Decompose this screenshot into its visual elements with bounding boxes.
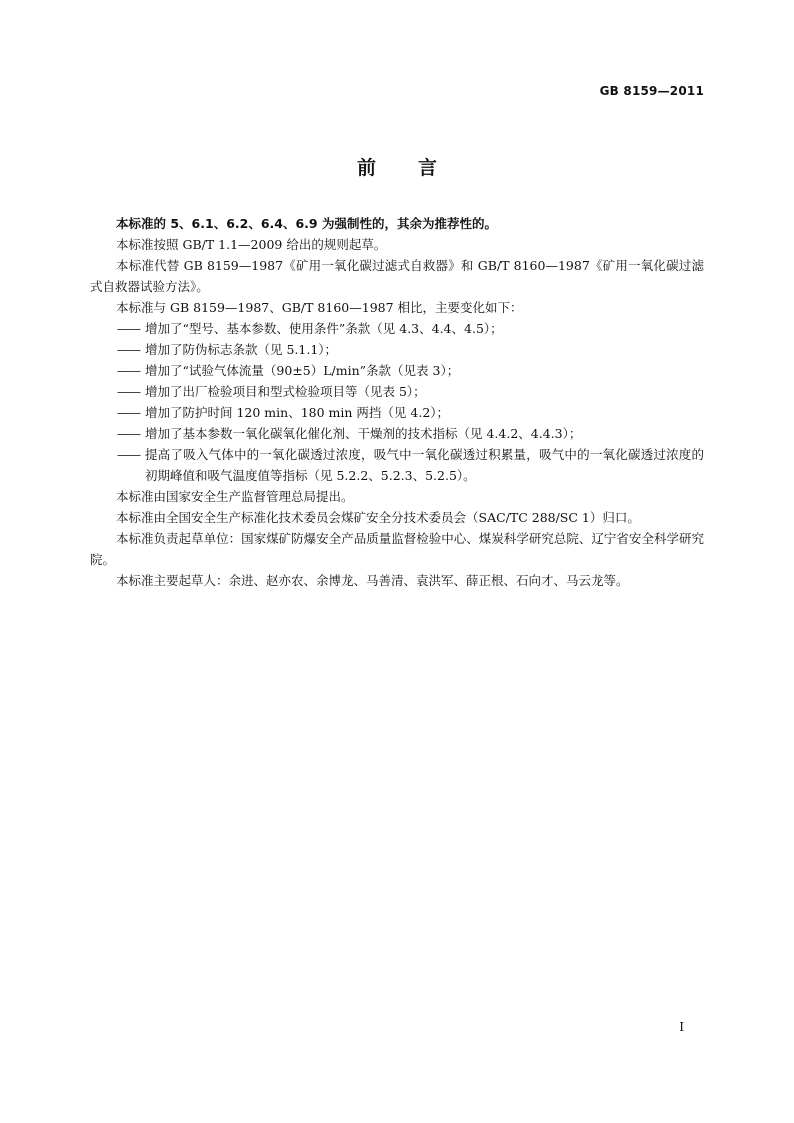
paragraph-drafters: 本标准主要起草人：余进、赵亦农、余博龙、马善清、袁洪军、薛正根、石向才、马云龙等。 bbox=[116, 573, 629, 588]
paragraph-changes-intro: 本标准与 GB 8159—1987、GB/T 8160—1987 相比，主要变化如下： bbox=[116, 300, 523, 315]
change-item-text: 提高了吸入气体中的一氧化碳透过浓度，吸气中一氧化碳透过积累量，吸气中的一氧化碳透过浓度的初期峰值和吸气温度值等指标（见 5.2.2、5.2.3、5.2.5）。 bbox=[145, 447, 704, 483]
dash-marker: —— bbox=[117, 405, 140, 420]
dash-marker: —— bbox=[117, 426, 140, 441]
paragraph-centralized-by: 本标准由全国安全生产标准化技术委员会煤矿安全分技术委员会（SAC/TC 288/SC 1）归口。 bbox=[116, 510, 640, 525]
dash-marker: —— bbox=[117, 321, 140, 336]
paragraph-replaces: 本标准代替 GB 8159—1987《矿用一氧化碳过滤式自救器》和 GB/T 8160—1987《矿用一氧化碳过滤式自救器试验方法》。 bbox=[90, 258, 704, 294]
change-item-text: 增加了防护时间 120 min、180 min 两挡（见 4.2）； bbox=[145, 405, 450, 420]
change-item bbox=[90, 423, 704, 444]
change-item bbox=[90, 318, 704, 339]
change-item bbox=[90, 339, 704, 360]
paragraph-proposed-by: 本标准由国家安全生产监督管理总局提出。 bbox=[116, 489, 354, 504]
dash-marker: —— bbox=[117, 363, 140, 378]
change-item bbox=[90, 381, 704, 402]
paragraph-drafting-units: 本标准负责起草单位：国家煤矿防爆安全产品质量监督检验中心、煤炭科学研究总院、辽宁省安全科学研究院。 bbox=[90, 531, 704, 567]
paragraph-mandatory-clauses: 本标准的 5、6.1、6.2、6.4、6.9 为强制性的，其余为推荐性的。 bbox=[116, 216, 497, 231]
change-item bbox=[90, 444, 704, 486]
change-item bbox=[90, 360, 704, 381]
foreword-body bbox=[90, 213, 704, 591]
dash-marker: —— bbox=[117, 342, 140, 357]
change-item-text: 增加了出厂检验项目和型式检验项目等（见表 5）； bbox=[145, 384, 426, 399]
standard-code: GB 8159—2011 bbox=[599, 84, 704, 98]
change-item bbox=[90, 402, 704, 423]
page-number: I bbox=[679, 1020, 684, 1034]
change-item-text: 增加了基本参数一氧化碳氧化催化剂、干燥剂的技术指标（见 4.4.2、4.4.3）； bbox=[145, 426, 582, 441]
change-item-text: 增加了“试验气体流量（90±5）L/min”条款（见表 3）； bbox=[145, 363, 460, 378]
page-title: 前言 bbox=[356, 157, 479, 179]
change-item-text: 增加了防伪标志条款（见 5.1.1）； bbox=[145, 342, 338, 357]
dash-marker: —— bbox=[117, 384, 140, 399]
paragraph-drafting-rules: 本标准按照 GB/T 1.1—2009 给出的规则起草。 bbox=[116, 237, 387, 252]
dash-marker: —— bbox=[117, 447, 140, 462]
change-item-text: 增加了“型号、基本参数、使用条件”条款（见 4.3、4.4、4.5）； bbox=[145, 321, 503, 336]
